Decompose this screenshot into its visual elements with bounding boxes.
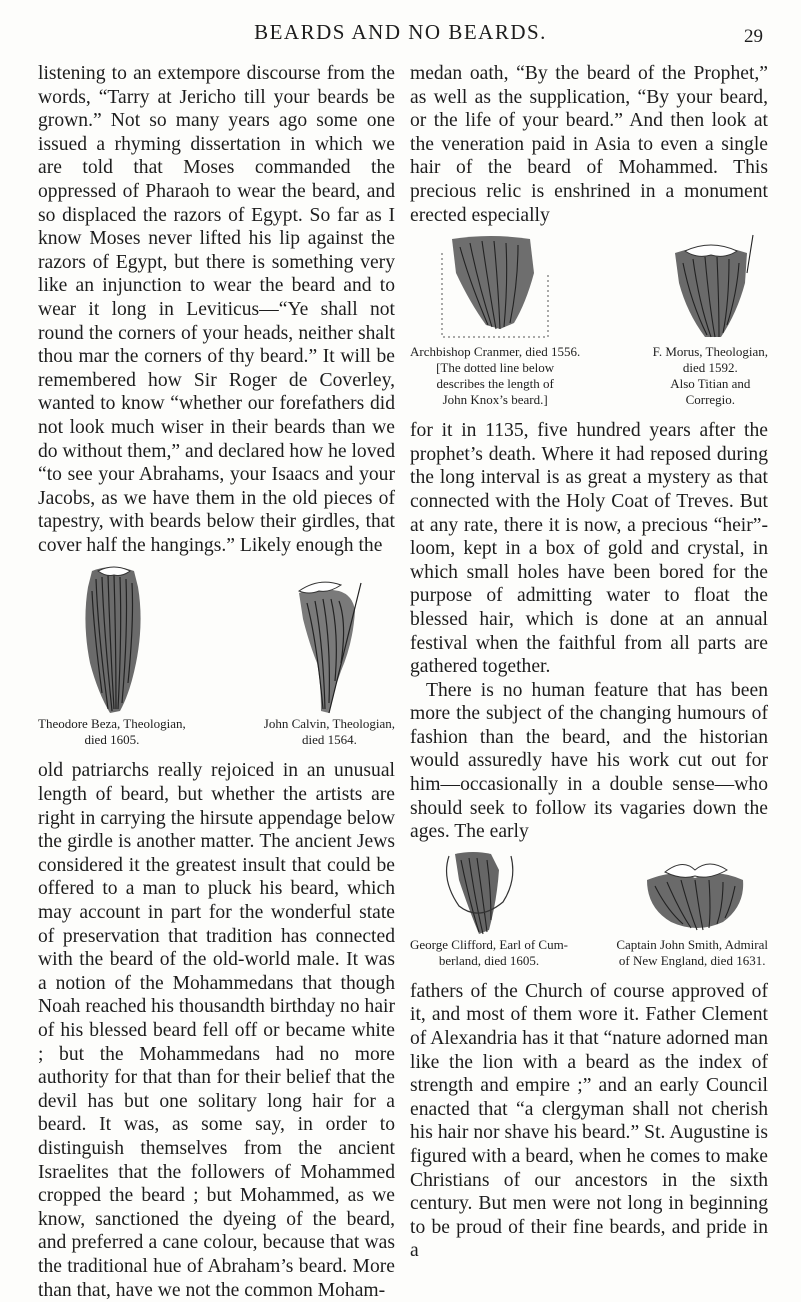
caption-clifford-line1: George Clifford, Earl of Cum- — [410, 936, 569, 952]
caption-smith-line1: Captain John Smith, Admiral — [616, 936, 768, 952]
figure-calvin — [264, 563, 395, 747]
beza-beard-illustration — [52, 563, 172, 715]
caption-calvin-line1: John Calvin, Theologian, — [263, 716, 395, 732]
caption-morus-line4: Corregio. — [685, 392, 736, 408]
running-head: BEARDS AND NO BEARDS. — [254, 20, 547, 44]
clifford-beard-illustration — [429, 850, 549, 936]
caption-morus-line3: Also Titian and — [670, 376, 751, 392]
figure-row-cranmer-morus — [410, 233, 768, 407]
morus-beard-illustration — [655, 233, 765, 343]
figure-row-beza-calvin — [38, 563, 395, 747]
left-paragraph-1: listening to an extempore discourse from the words, “Tarry at Jericho till your beards be grown.” Not so many years ago some one issued a rhyming dissertation in which we are told that Moses commanded the oppressed of Pharaoh to wear the beard, and so displaced the razors of Egypt. So far as I know Moses never lifted his lip against the razors of Egypt, but there is something very like an injunction to wear the beard and to wear it long in Leviticus—“Ye shall not round the corners of your heads, neither shalt thou mar the corners of thy beard.” It will be remembered how Sir Roger de Coverley, wanted to know “whether our forefathers did not look much wiser in their beards than we do without them,” and declared how he loved “to see your Abrahams, your Isaacs and your Jacobs, as we have them in the old pieces of tapestry, with beards below their girdles, that cover half the hangings.” Likely enough the — [38, 63, 395, 556]
caption-beza-line2: died 1605. — [84, 732, 140, 748]
left-paragraph-2: old patriarchs really rejoiced in an unusual length of beard, but whether the artists are right in carrying the hirsute appendage below the girdle is another matter. The ancient Jews considered it the greatest insult that could be offered to a man to pluck his beard, which may account in part for the wonderful state of preservation that tradition has connected with the beard of the old-world male. It was a notion of the Mohammedans that though Noah reached his thousandth birthday no hair of his blessed beard fell off or became white ; but the Mohammedans had no more authority for that than for their belief that the devil has but one solitary long hair for a beard. It was, as some say, in order to distinguish themselves from the ancient Israelites that the followers of Mohammed cropped the beard ; but Mohammed, as we know, sanctioned the dyeing of the beard, and preferred a cane colour, because that was the traditional hue of Abraham’s beard. More than that, have we not the common Moham- — [38, 760, 395, 1301]
cranmer-beard-illustration — [430, 233, 560, 343]
right-paragraph-4: fathers of the Church of course approved of it, and most of them wore it. Father Clement of Alexandria has it that “nature adorned man like the lion with a beard as the index of strength and empire ;” and an early Council enacted that “a clergyman shall not cherish his hair nor shave his beard.” St. Augustine is figured with a beard, when he comes to make Christians of our ancestors in the sixth century. But men were not long in beginning to be proud of their fine beards, and pride in a — [410, 980, 768, 1262]
figure-morus — [653, 233, 768, 407]
figure-row-clifford-smith — [410, 850, 768, 968]
smith-beard-illustration — [627, 850, 757, 936]
figure-beza — [38, 563, 186, 747]
caption-cranmer-line3: describes the length of — [436, 376, 554, 392]
right-paragraph-3: There is no human feature that has been more the subject of the changing humours of fashion than the beard, and the historian would assuredly have his work cut out for him—occasionally in a double sense—who should seek to follow its vagaries down the ages. The early — [410, 679, 768, 843]
page-number: 29 — [744, 26, 763, 47]
calvin-beard-illustration — [269, 563, 389, 715]
left-column — [38, 62, 395, 1302]
figure-smith — [616, 850, 768, 968]
caption-cranmer-line2: [The dotted line below — [436, 360, 555, 376]
right-paragraph-2: for it in 1135, five hundred years after the prophet’s death. Where it had reposed during the long interval is as great a mystery as that connected with the Holy Coat of Treves. But at any rate, there it is now, a precious “heir”-loom, kept in a box of gold and crystal, in which small holes have been bored for the purpose of admitting water to float the blessed hair, which is done at an annual festival when the faithful from all parts are gathered together. — [410, 420, 768, 678]
figure-cranmer — [410, 233, 580, 407]
caption-clifford-line2: berland, died 1605. — [438, 952, 540, 968]
right-paragraph-1: medan oath, “By the beard of the Prophet,” as well as the supplication, “By your beard, or the life of your beard.” And then look at the veneration paid in Asia to even a single hair of the beard of Mohammed. This precious relic is enshrined in a monument erected especially — [410, 63, 768, 226]
caption-smith-line2: of New England, died 1631. — [618, 952, 766, 968]
caption-beza-line1: Theodore Beza, Theologian, — [38, 716, 186, 732]
caption-cranmer-line4: John Knox’s beard.] — [442, 392, 548, 408]
caption-morus-line2: died 1592. — [682, 360, 738, 376]
caption-calvin-line2: died 1564. — [301, 732, 357, 748]
caption-cranmer-line1: Archbishop Cranmer, died 1556. — [410, 344, 581, 360]
page-header — [0, 20, 801, 50]
figure-clifford — [410, 850, 568, 968]
caption-morus-line1: F. Morus, Theologian, — [652, 344, 768, 360]
right-column — [410, 62, 768, 1263]
